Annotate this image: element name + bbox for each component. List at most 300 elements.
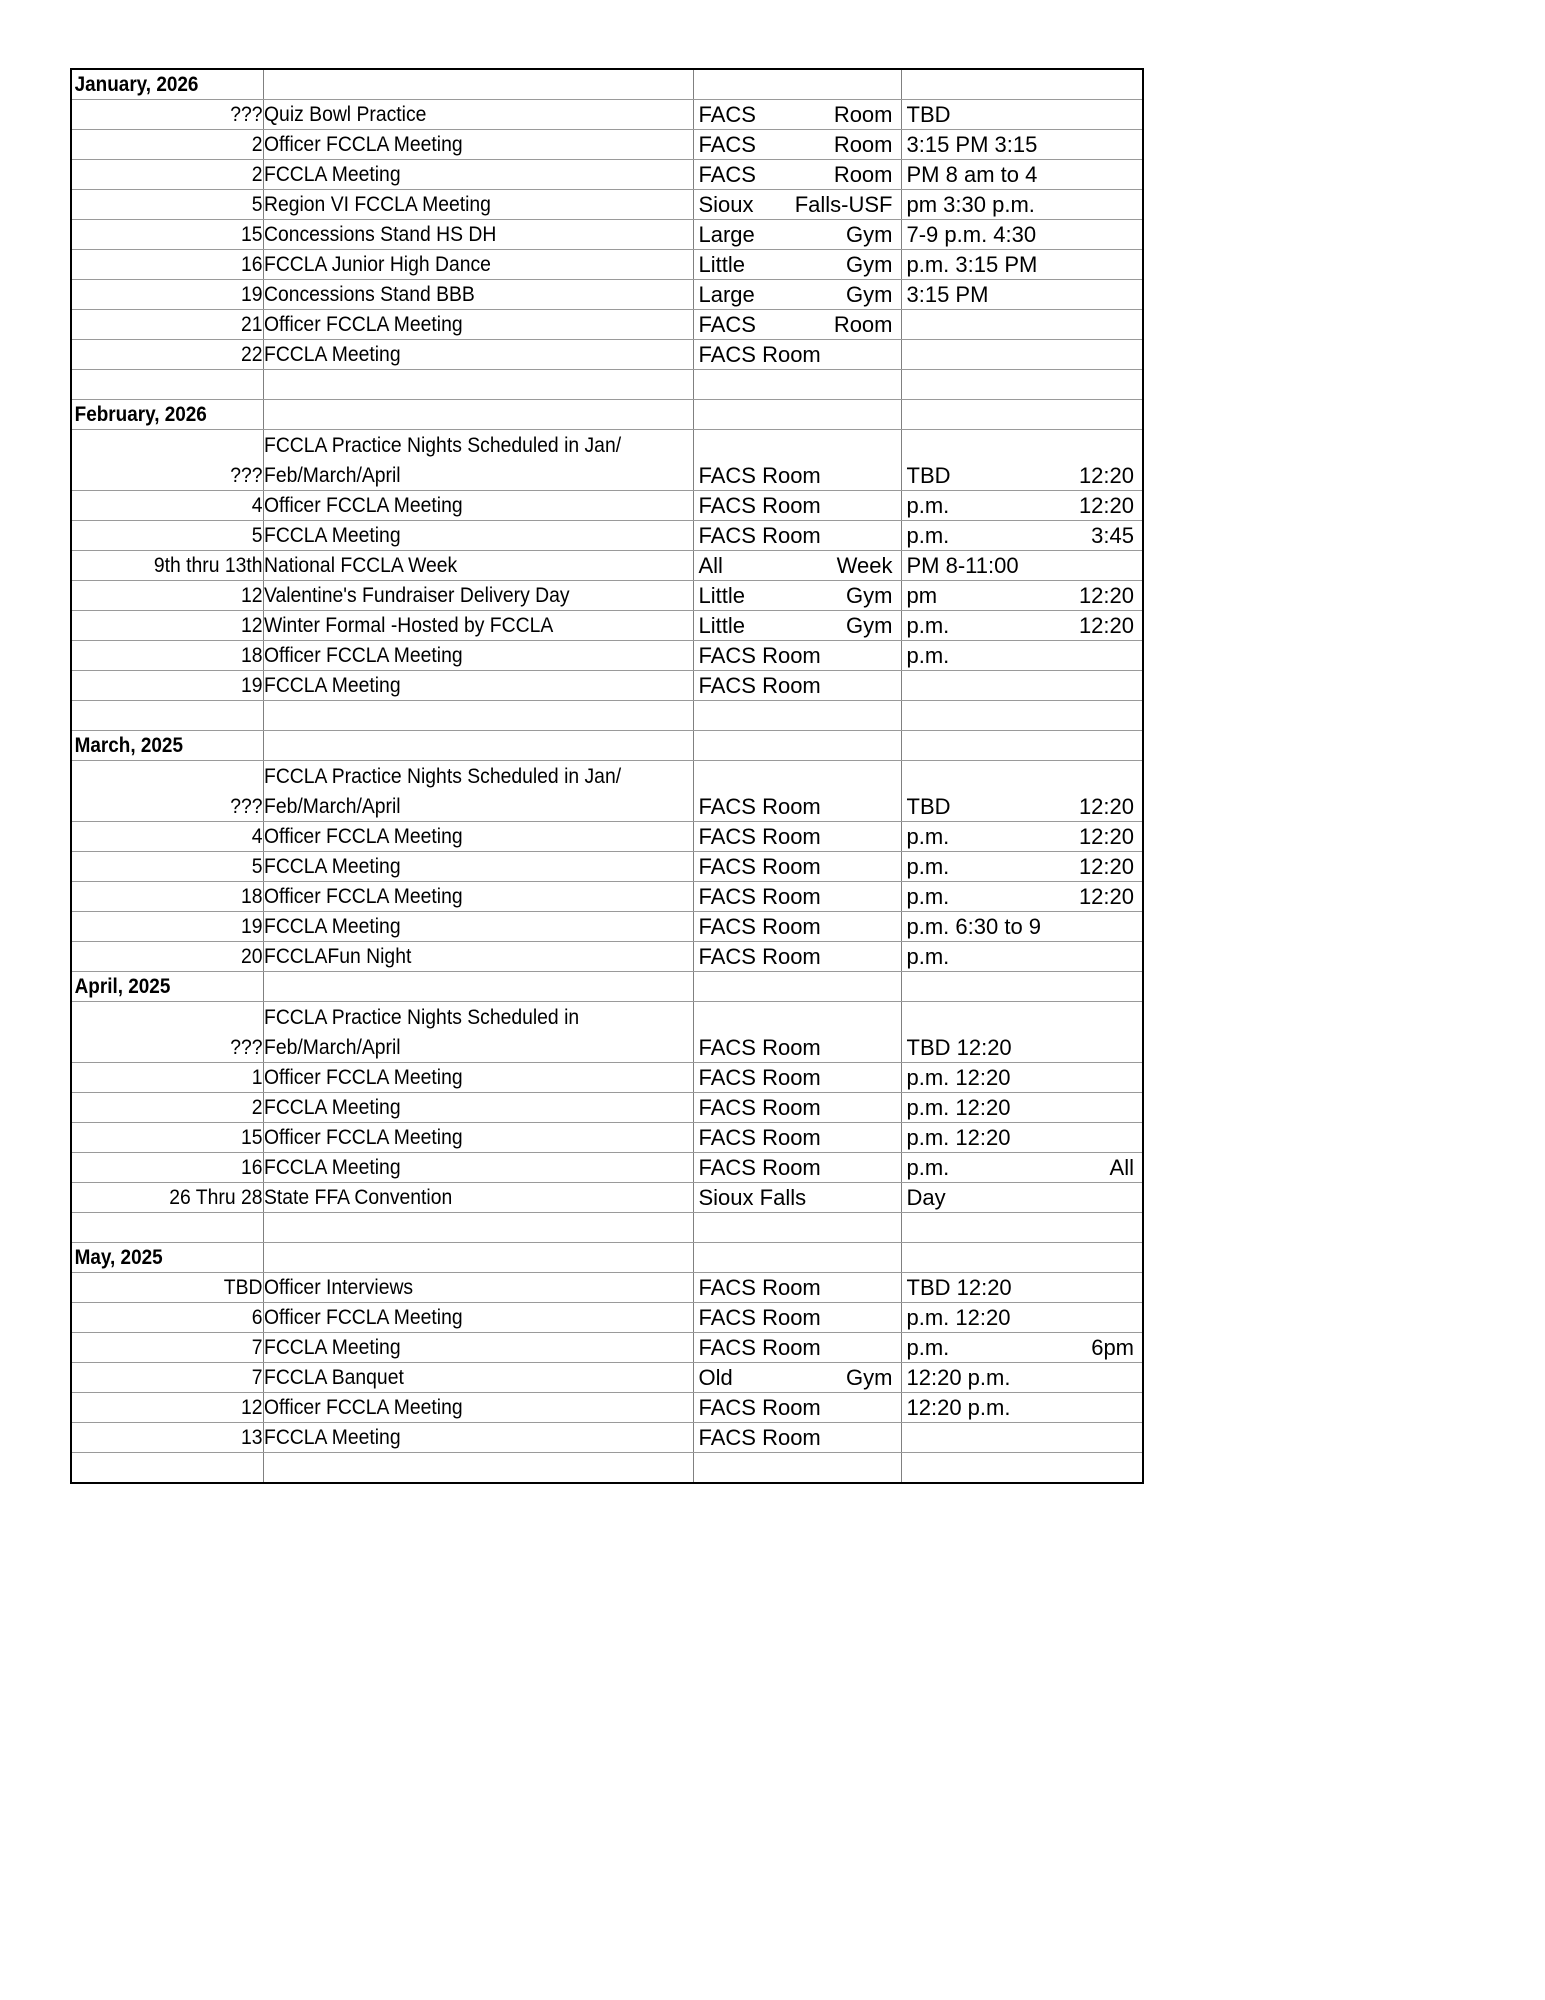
time-cell xyxy=(901,1303,1143,1333)
date-cell xyxy=(71,761,263,822)
event-row xyxy=(71,190,1143,220)
location-text: FACS Room xyxy=(698,493,821,518)
event-text: Concessions Stand HS DH xyxy=(263,222,496,246)
time-cell xyxy=(901,912,1143,942)
location-cell xyxy=(693,761,901,822)
location-cell xyxy=(693,220,901,250)
date-text: 19 xyxy=(240,673,263,697)
date-text: ??? xyxy=(230,1035,263,1059)
trailing-spacer-row xyxy=(71,1453,1143,1483)
time-text: 3:15 PM 3:15 xyxy=(906,132,1038,157)
event-text: Winter Formal -Hosted by FCCLA xyxy=(263,613,553,637)
event-text: National FCCLA Week xyxy=(263,553,457,577)
month-label-cell xyxy=(71,69,263,100)
location-text: FACS Room xyxy=(698,643,821,668)
date-text: 5 xyxy=(251,523,263,547)
event-text: FCCLA Meeting xyxy=(263,1095,401,1119)
event-text: Officer Interviews xyxy=(263,1275,413,1299)
month-header-row xyxy=(71,1243,1143,1273)
event-row xyxy=(71,491,1143,521)
event-row xyxy=(71,1273,1143,1303)
time-cell xyxy=(901,130,1143,160)
location-cell xyxy=(693,160,901,190)
time-text: 12:20 xyxy=(1078,583,1134,608)
event-text: FCCLA Banquet xyxy=(263,1365,404,1389)
date-cell xyxy=(71,852,263,882)
empty-cell xyxy=(71,701,263,731)
month-label-cell xyxy=(71,1243,263,1273)
date-text: 1 xyxy=(251,1065,263,1089)
spacer-row xyxy=(71,701,1143,731)
time-cell xyxy=(901,160,1143,190)
time-text: Day xyxy=(906,1185,946,1210)
event-row xyxy=(71,1333,1143,1363)
time-cell xyxy=(901,671,1143,701)
time-text: p.m. xyxy=(906,613,950,638)
time-text: 12:20 xyxy=(1078,884,1134,909)
location-text: Room xyxy=(833,162,893,187)
location-text: FACS xyxy=(698,102,756,127)
location-cell xyxy=(693,551,901,581)
location-text: FACS Room xyxy=(698,854,821,879)
empty-cell xyxy=(901,731,1143,761)
event-cell xyxy=(263,1063,693,1093)
time-text: 12:20 p.m. xyxy=(906,1365,1011,1390)
time-text: pm xyxy=(906,583,938,608)
location-cell xyxy=(693,1303,901,1333)
spacer-row xyxy=(71,370,1143,400)
location-text: Room xyxy=(833,102,893,127)
event-cell xyxy=(263,1183,693,1213)
date-text: 9th thru 13th xyxy=(153,553,263,577)
event-row xyxy=(71,160,1143,190)
month-label: April, 2025 xyxy=(74,974,171,998)
event-row xyxy=(71,100,1143,130)
event-row xyxy=(71,1393,1143,1423)
time-cell xyxy=(901,1183,1143,1213)
time-cell xyxy=(901,190,1143,220)
time-cell xyxy=(901,310,1143,340)
date-cell xyxy=(71,310,263,340)
event-cell xyxy=(263,641,693,671)
month-header-row xyxy=(71,972,1143,1002)
time-cell xyxy=(901,1393,1143,1423)
date-cell xyxy=(71,100,263,130)
time-text: 6pm xyxy=(1091,1335,1134,1360)
location-text: Gym xyxy=(846,282,893,307)
event-row xyxy=(71,942,1143,972)
event-row xyxy=(71,1002,1143,1063)
date-text: 21 xyxy=(240,312,263,336)
date-text: 19 xyxy=(240,282,263,306)
event-text: FCCLA Meeting xyxy=(263,854,401,878)
date-text: 5 xyxy=(251,854,263,878)
location-cell xyxy=(693,280,901,310)
time-cell xyxy=(901,430,1143,491)
event-cell xyxy=(263,521,693,551)
location-text: Sioux Falls xyxy=(698,1185,807,1210)
time-text: 12:20 xyxy=(1078,463,1134,488)
date-text: 5 xyxy=(251,192,263,216)
empty-cell xyxy=(901,1213,1143,1243)
location-text: FACS Room xyxy=(698,1035,821,1060)
date-cell xyxy=(71,250,263,280)
time-text: p.m. 12:20 xyxy=(906,1065,1011,1090)
time-cell xyxy=(901,611,1143,641)
event-row xyxy=(71,130,1143,160)
time-text: PM 8 am to 4 xyxy=(906,162,1038,187)
location-text: FACS xyxy=(698,312,756,337)
event-text: FCCLA Meeting xyxy=(263,1155,401,1179)
event-cell xyxy=(263,1333,693,1363)
event-cell xyxy=(263,942,693,972)
event-text: FCCLA Practice Nights Scheduled in Jan/ Feb/March/April xyxy=(263,764,621,818)
empty-cell xyxy=(901,400,1143,430)
date-text: 18 xyxy=(240,884,263,908)
empty-cell xyxy=(901,701,1143,731)
event-cell xyxy=(263,551,693,581)
time-text: TBD xyxy=(906,102,951,127)
event-cell xyxy=(263,430,693,491)
date-text: 12 xyxy=(240,583,263,607)
date-text: ??? xyxy=(230,463,263,487)
event-cell xyxy=(263,310,693,340)
event-text: FCCLA Meeting xyxy=(263,342,401,366)
date-cell xyxy=(71,220,263,250)
event-row xyxy=(71,340,1143,370)
date-text: 4 xyxy=(251,493,263,517)
event-row xyxy=(71,912,1143,942)
date-cell xyxy=(71,430,263,491)
event-text: FCCLA Meeting xyxy=(263,523,401,547)
date-cell xyxy=(71,942,263,972)
event-text: FCCLA Meeting xyxy=(263,673,401,697)
date-cell xyxy=(71,671,263,701)
time-cell xyxy=(901,822,1143,852)
location-text: FACS Room xyxy=(698,1275,821,1300)
time-cell xyxy=(901,882,1143,912)
event-cell xyxy=(263,1273,693,1303)
empty-cell xyxy=(263,731,693,761)
event-text: Officer FCCLA Meeting xyxy=(263,643,463,667)
event-cell xyxy=(263,1002,693,1063)
location-text: Large xyxy=(698,222,755,247)
time-text: pm 3:30 p.m. xyxy=(906,192,1035,217)
date-text: 12 xyxy=(240,613,263,637)
event-row xyxy=(71,761,1143,822)
event-cell xyxy=(263,220,693,250)
time-text: 12:20 p.m. xyxy=(906,1395,1011,1420)
event-text: Officer FCCLA Meeting xyxy=(263,493,463,517)
time-text: p.m. xyxy=(906,1155,950,1180)
event-text: FCCLA Meeting xyxy=(263,162,401,186)
location-text: Gym xyxy=(846,583,893,608)
month-label-cell xyxy=(71,400,263,430)
date-text: 15 xyxy=(240,1125,263,1149)
event-text: Officer FCCLA Meeting xyxy=(263,132,463,156)
time-cell xyxy=(901,280,1143,310)
date-text: 18 xyxy=(240,643,263,667)
time-cell xyxy=(901,942,1143,972)
time-text: p.m. xyxy=(906,884,950,909)
event-row xyxy=(71,611,1143,641)
calendar-sheet xyxy=(70,68,1142,1484)
date-cell xyxy=(71,521,263,551)
event-row xyxy=(71,882,1143,912)
location-text: Week xyxy=(836,553,893,578)
event-cell xyxy=(263,1423,693,1453)
time-cell xyxy=(901,1063,1143,1093)
date-cell xyxy=(71,1123,263,1153)
location-cell xyxy=(693,521,901,551)
event-cell xyxy=(263,340,693,370)
date-text: 26 Thru 28 xyxy=(169,1185,263,1209)
event-row xyxy=(71,521,1143,551)
time-cell xyxy=(901,1153,1143,1183)
location-cell xyxy=(693,1183,901,1213)
event-row xyxy=(71,1183,1143,1213)
empty-cell xyxy=(263,701,693,731)
month-label-cell xyxy=(71,731,263,761)
location-text: FACS Room xyxy=(698,1065,821,1090)
location-text: Little xyxy=(698,613,745,638)
event-row xyxy=(71,1363,1143,1393)
date-cell xyxy=(71,1063,263,1093)
event-cell xyxy=(263,882,693,912)
event-cell xyxy=(263,280,693,310)
time-cell xyxy=(901,1333,1143,1363)
date-cell xyxy=(71,160,263,190)
time-text: 12:20 xyxy=(1078,824,1134,849)
month-label: February, 2026 xyxy=(74,402,207,426)
time-cell xyxy=(901,220,1143,250)
location-text: Large xyxy=(698,282,755,307)
date-text: 15 xyxy=(240,222,263,246)
date-text: 2 xyxy=(251,132,263,156)
location-cell xyxy=(693,1273,901,1303)
date-text: 16 xyxy=(240,1155,263,1179)
empty-cell xyxy=(263,1453,693,1483)
time-text: 7-9 p.m. 4:30 xyxy=(906,222,1037,247)
event-row xyxy=(71,581,1143,611)
time-cell xyxy=(901,1002,1143,1063)
time-text: p.m. xyxy=(906,824,950,849)
empty-cell xyxy=(263,972,693,1002)
time-text: 12:20 xyxy=(1078,854,1134,879)
date-cell xyxy=(71,491,263,521)
event-cell xyxy=(263,1123,693,1153)
event-text: Officer FCCLA Meeting xyxy=(263,312,463,336)
time-cell xyxy=(901,1093,1143,1123)
date-cell xyxy=(71,1093,263,1123)
time-cell xyxy=(901,100,1143,130)
location-text: FACS Room xyxy=(698,1125,821,1150)
location-text: FACS Room xyxy=(698,523,821,548)
event-text: FCCLA Practice Nights Scheduled in Feb/March/April xyxy=(263,1005,579,1059)
date-text: 4 xyxy=(251,824,263,848)
time-cell xyxy=(901,551,1143,581)
time-text: p.m. xyxy=(906,493,950,518)
event-cell xyxy=(263,1093,693,1123)
event-text: Officer FCCLA Meeting xyxy=(263,884,463,908)
event-row xyxy=(71,280,1143,310)
date-cell xyxy=(71,822,263,852)
empty-cell xyxy=(71,1453,263,1483)
date-cell xyxy=(71,1303,263,1333)
location-text: Old xyxy=(698,1365,733,1390)
date-text: 2 xyxy=(251,162,263,186)
location-text: FACS xyxy=(698,162,756,187)
location-cell xyxy=(693,671,901,701)
date-text: 7 xyxy=(251,1365,263,1389)
event-cell xyxy=(263,1303,693,1333)
date-text: 19 xyxy=(240,914,263,938)
event-text: Officer FCCLA Meeting xyxy=(263,1065,463,1089)
location-cell xyxy=(693,491,901,521)
location-text: FACS Room xyxy=(698,1335,821,1360)
empty-cell xyxy=(263,1213,693,1243)
date-text: 16 xyxy=(240,252,263,276)
date-text: 6 xyxy=(251,1305,263,1329)
location-text: FACS Room xyxy=(698,944,821,969)
date-cell xyxy=(71,1393,263,1423)
location-text: FACS Room xyxy=(698,673,821,698)
date-cell xyxy=(71,1153,263,1183)
empty-cell xyxy=(71,1213,263,1243)
empty-cell xyxy=(901,1453,1143,1483)
empty-cell xyxy=(693,400,901,430)
time-text: 12:20 xyxy=(1078,794,1134,819)
location-cell xyxy=(693,882,901,912)
event-text: Valentine's Fundraiser Delivery Day xyxy=(263,583,570,607)
event-text: FCCLAFun Night xyxy=(263,944,411,968)
empty-cell xyxy=(693,1243,901,1273)
event-cell xyxy=(263,581,693,611)
date-cell xyxy=(71,912,263,942)
event-text: Quiz Bowl Practice xyxy=(263,102,426,126)
location-cell xyxy=(693,430,901,491)
event-cell xyxy=(263,190,693,220)
location-cell xyxy=(693,1333,901,1363)
location-cell xyxy=(693,100,901,130)
time-text: p.m. xyxy=(906,1335,950,1360)
event-text: FCCLA Practice Nights Scheduled in Jan/ Feb/March/April xyxy=(263,433,621,487)
event-row xyxy=(71,852,1143,882)
event-text: Officer FCCLA Meeting xyxy=(263,1125,463,1149)
date-text: ??? xyxy=(230,794,263,818)
location-text: Gym xyxy=(846,222,893,247)
location-text: FACS Room xyxy=(698,884,821,909)
location-text: Sioux xyxy=(698,192,754,217)
location-cell xyxy=(693,1063,901,1093)
event-cell xyxy=(263,852,693,882)
date-cell xyxy=(71,190,263,220)
date-cell xyxy=(71,340,263,370)
location-text: Room xyxy=(833,132,893,157)
time-text: p.m. 12:20 xyxy=(906,1095,1011,1120)
time-text: p.m. 12:20 xyxy=(906,1305,1011,1330)
location-text: Gym xyxy=(846,1365,893,1390)
empty-cell xyxy=(901,370,1143,400)
event-cell xyxy=(263,250,693,280)
location-text: FACS Room xyxy=(698,1425,821,1450)
event-text: FCCLA Meeting xyxy=(263,1425,401,1449)
date-text: 7 xyxy=(251,1335,263,1359)
empty-cell xyxy=(263,1243,693,1273)
location-text: FACS Room xyxy=(698,1305,821,1330)
time-text: 12:20 xyxy=(1078,613,1134,638)
event-text: FCCLA Meeting xyxy=(263,1335,401,1359)
time-cell xyxy=(901,250,1143,280)
empty-cell xyxy=(901,1243,1143,1273)
location-text: FACS Room xyxy=(698,794,821,819)
time-text: TBD 12:20 xyxy=(906,1275,1012,1300)
spacer-row xyxy=(71,1213,1143,1243)
event-row xyxy=(71,551,1143,581)
time-text: p.m. xyxy=(906,523,950,548)
location-cell xyxy=(693,340,901,370)
date-text: 22 xyxy=(240,342,263,366)
date-cell xyxy=(71,581,263,611)
location-cell xyxy=(693,822,901,852)
date-text: 13 xyxy=(240,1425,263,1449)
location-cell xyxy=(693,250,901,280)
date-text: ??? xyxy=(230,102,263,126)
event-row xyxy=(71,430,1143,491)
empty-cell xyxy=(693,370,901,400)
time-cell xyxy=(901,852,1143,882)
empty-cell xyxy=(693,972,901,1002)
event-row xyxy=(71,641,1143,671)
month-header-row xyxy=(71,400,1143,430)
event-cell xyxy=(263,822,693,852)
event-text: Officer FCCLA Meeting xyxy=(263,824,463,848)
date-cell xyxy=(71,1183,263,1213)
location-text: FACS Room xyxy=(698,1395,821,1420)
event-row xyxy=(71,1093,1143,1123)
event-cell xyxy=(263,611,693,641)
event-cell xyxy=(263,160,693,190)
location-cell xyxy=(693,852,901,882)
date-cell xyxy=(71,1273,263,1303)
time-text: TBD 12:20 xyxy=(906,1035,1012,1060)
date-text: 2 xyxy=(251,1095,263,1119)
empty-cell xyxy=(263,69,693,100)
location-cell xyxy=(693,1093,901,1123)
location-text: Gym xyxy=(846,613,893,638)
time-cell xyxy=(901,491,1143,521)
time-text: 3:15 PM xyxy=(906,282,989,307)
empty-cell xyxy=(693,701,901,731)
event-row xyxy=(71,822,1143,852)
event-row xyxy=(71,671,1143,701)
event-cell xyxy=(263,1393,693,1423)
location-cell xyxy=(693,1423,901,1453)
event-text: FCCLA Meeting xyxy=(263,914,401,938)
date-cell xyxy=(71,1002,263,1063)
event-text: Concessions Stand BBB xyxy=(263,282,475,306)
location-cell xyxy=(693,130,901,160)
location-cell xyxy=(693,310,901,340)
time-text: p.m. xyxy=(906,854,950,879)
date-cell xyxy=(71,1363,263,1393)
date-cell xyxy=(71,1423,263,1453)
event-row xyxy=(71,1423,1143,1453)
event-cell xyxy=(263,1363,693,1393)
month-label: March, 2025 xyxy=(74,733,183,757)
time-text: PM 8-11:00 xyxy=(906,553,1019,578)
event-cell xyxy=(263,912,693,942)
